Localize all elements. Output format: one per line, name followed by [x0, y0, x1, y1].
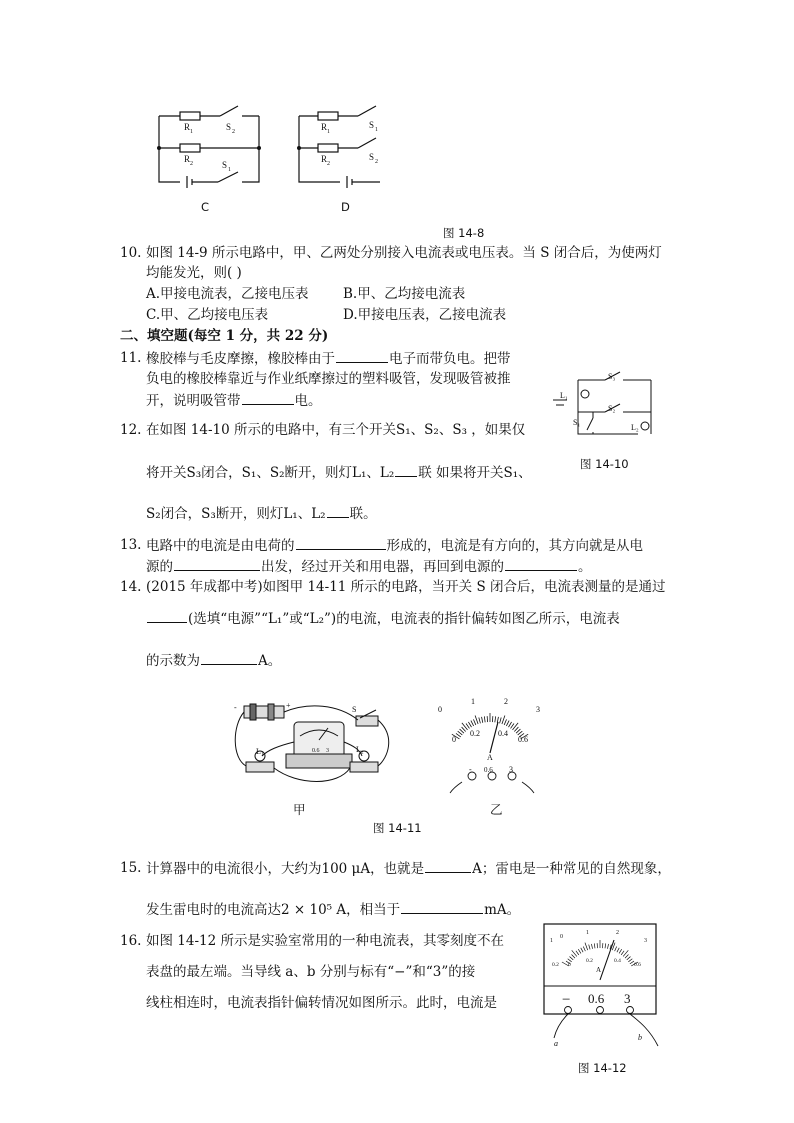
- fig11-terminal-06: 0.6: [484, 766, 493, 774]
- dial-tick: [509, 722, 512, 727]
- sub-r1-d: 1: [327, 129, 330, 135]
- dial-tick: [475, 716, 478, 724]
- sub-s1-d: 1: [375, 127, 378, 133]
- q13-blank-1[interactable]: [296, 535, 386, 550]
- dial-tick: [514, 727, 518, 731]
- caption-c: C: [201, 200, 210, 214]
- dial-tick: [458, 731, 463, 735]
- dial-tick: [479, 718, 481, 724]
- dial-tick: [484, 716, 485, 722]
- q14-line3: [146, 650, 281, 671]
- q14-line2: [146, 608, 620, 629]
- figure-14-12-ammeter: [538, 922, 668, 1052]
- fig11-scale-top-1: 1: [471, 698, 475, 706]
- fig11-label-jia: 甲: [293, 802, 306, 817]
- fig12-scale-bottom-04: 0.4: [614, 958, 621, 964]
- fig11-label-s: S: [352, 705, 357, 714]
- fig11-label-l1: L₁: [256, 747, 264, 756]
- fig12-scale-bottom-0: 0: [568, 962, 571, 968]
- q12-number: 12.: [120, 422, 142, 438]
- q12-line2: [146, 462, 532, 483]
- q14-line3-a: 的示数为: [146, 653, 200, 669]
- caption-d: D: [341, 200, 350, 214]
- q14-blank-2[interactable]: [201, 650, 257, 665]
- label-r1-d: R: [321, 122, 328, 132]
- fig12-neg-bottom: 0.2: [552, 962, 559, 968]
- sub-s2-d: 2: [375, 159, 378, 165]
- fig10-label-s3: S₃: [608, 372, 616, 381]
- q10-option-b: B.甲、乙均接电流表: [343, 286, 466, 302]
- fig11-scale-bottom-0: 0: [452, 735, 456, 744]
- q12-line3-b: 联。: [349, 506, 377, 522]
- q12-line2-b: 联 如果将开关S₁、: [418, 465, 532, 481]
- q16-number: 16.: [120, 933, 142, 949]
- fig10-label-s1: S₁: [573, 418, 581, 427]
- fig11-terminal-minus: -: [469, 765, 472, 774]
- fig12-scale-top-0: 0: [560, 934, 563, 940]
- fig11-jia-terminal-3: 3: [326, 748, 329, 754]
- sub-s1-c: 1: [228, 167, 231, 173]
- q11-blank-1[interactable]: [336, 348, 388, 363]
- fig11-needle: [490, 722, 498, 753]
- section-2-heading: 二、填空题(每空 1 分，共 22 分): [120, 328, 329, 344]
- label-r1-c: R: [184, 122, 191, 132]
- q15-blank-2[interactable]: [401, 899, 483, 914]
- label-r2-c: R: [184, 154, 191, 164]
- fig11-unit: A: [487, 753, 493, 762]
- q16-line1: 如图 14-12 所示是实验室常用的一种电流表，其零刻度不在: [146, 933, 504, 949]
- q10-option-d: D.甲接电压表，乙接电流表: [343, 307, 507, 323]
- q11-line3: [146, 390, 322, 411]
- label-r2-d: R: [321, 154, 328, 164]
- dial-tick: [506, 721, 509, 726]
- dial-tick: [500, 718, 502, 724]
- q10-number: 10.: [120, 245, 142, 261]
- caption-fig-14-10: 图 14-10: [580, 457, 629, 471]
- fig11-scale-bottom-04: 0.4: [498, 729, 508, 738]
- figure-14-11-yi-ammeter: [432, 698, 552, 794]
- q12-blank-1[interactable]: [395, 462, 417, 477]
- fig12-scale-bottom-02: 0.2: [586, 958, 593, 964]
- sub-r2-c: 2: [190, 161, 193, 167]
- caption-fig-14-11: 图 14-11: [373, 821, 422, 835]
- fig11-jia-terminal-06: 0.6: [312, 748, 320, 754]
- q15-line2: [146, 899, 520, 920]
- fig12-terminal-3: 3: [624, 991, 631, 1006]
- q11-line3-a: 开，说明吸管带: [146, 393, 241, 409]
- q16-line3: 线柱相连时，电流表指针偏转情况如图所示。此时，电流是: [146, 995, 497, 1011]
- q14-number: 14.: [120, 579, 142, 595]
- fig11-label-yi: 乙: [490, 802, 503, 817]
- fig12-scale-top-2: 2: [616, 930, 619, 936]
- fig12-scale-bottom-06: 0.6: [634, 962, 641, 968]
- figure-14-11-jia-circuit: [228, 696, 396, 798]
- q16-line2: 表盘的最左端。当导线 a、b 分别与标有“−”和“3”的接: [146, 964, 476, 980]
- fig12-wire-b: b: [638, 1033, 642, 1042]
- dial-tick: [504, 719, 506, 725]
- label-s1-d: S: [369, 120, 375, 130]
- q15-line2-a: 发生雷电时的电流高达2 × 10⁵ A，相当于: [146, 902, 401, 918]
- figure-14-10-circuit: [545, 368, 660, 446]
- fig11-label-l2: L₂: [356, 745, 364, 754]
- sub-r1-c: 1: [190, 129, 193, 135]
- q15-line1: [146, 858, 671, 879]
- q15-line1-b: A；雷电是一种常见的自然现象，: [472, 861, 671, 877]
- fig11-scale-top-3: 3: [536, 705, 540, 714]
- label-s2-c: S: [226, 122, 232, 132]
- q15-number: 15.: [120, 860, 142, 876]
- q15-blank-1[interactable]: [425, 858, 471, 873]
- dial-tick: [473, 719, 475, 725]
- q12-line3-a: S₂闭合，S₃断开，则灯L₁、L₂: [146, 506, 326, 522]
- q13-line1-b: 形成的，电流是有方向的，其方向就是从电: [386, 538, 643, 554]
- q14-line3-b: A。: [258, 653, 282, 669]
- q10-stem-line1: 如图 14-9 所示电路中，甲、乙两处分别接入电流表或电压表。当 S 闭合后，为使两灯: [146, 245, 662, 261]
- fig11-terminal-3: 3: [509, 765, 513, 774]
- fig12-scale-top-3: 3: [644, 938, 647, 944]
- q13-line2-b: 出发，经过开关和用电器，再回到电源的: [261, 559, 504, 575]
- q11-line1-b: 电子而带负电。把带: [389, 351, 511, 367]
- label-s2-d: S: [369, 152, 375, 162]
- q10-option-a: A.甲接电流表，乙接电压表: [146, 286, 309, 302]
- q11-line1-a: 橡胶棒与毛皮摩擦，橡胶棒由于: [146, 351, 335, 367]
- q13-line2: [146, 556, 592, 577]
- sub-s2-c: 2: [232, 129, 235, 135]
- q11-line2: 负电的橡胶棒靠近与作业纸摩擦过的塑料吸管，发现吸管被推: [146, 371, 511, 387]
- q10-stem-line2: 均能发光，则( ): [146, 265, 242, 281]
- q13-line1-a: 电路中的电流是由电荷的: [146, 538, 295, 554]
- sub-r2-d: 2: [327, 161, 330, 167]
- q14-line1: (2015 年成都中考)如图甲 14-11 所示的电路，当开关 S 闭合后，电流表测量的是通过: [146, 579, 666, 595]
- fig12-unit: A: [596, 966, 602, 974]
- fig11-battery-plus: +: [286, 701, 291, 710]
- dial-tick: [495, 716, 496, 722]
- q14-blank-1[interactable]: [147, 608, 187, 623]
- dial-tick: [460, 729, 464, 733]
- q11-number: 11.: [120, 350, 142, 366]
- fig11-scale-top-0: 0: [438, 705, 442, 714]
- q12-line1: 在如图 14-10 所示的电路中，有三个开关S₁、S₂、S₃ ，如果仅: [146, 422, 526, 438]
- q11-line3-b: 电。: [294, 393, 322, 409]
- q11-line1: [146, 348, 511, 369]
- fig12-terminal-06: 0.6: [588, 991, 605, 1006]
- fig10-label-l1: L₁: [560, 391, 568, 400]
- fig12-neg-top: 1: [550, 938, 553, 944]
- dial-tick: [468, 722, 471, 727]
- fig10-label-s2: S₂: [608, 404, 616, 413]
- q13-number: 13.: [120, 537, 142, 553]
- q13-line1: [146, 535, 643, 556]
- dial-tick: [466, 724, 469, 729]
- q12-blank-2[interactable]: [327, 503, 349, 518]
- dial-tick: [462, 727, 466, 731]
- fig12-wire-a: a: [554, 1039, 558, 1048]
- q13-line2-a: 源的: [146, 559, 173, 575]
- q12-line2-a: 将开关S₃闭合，S₁、S₂断开，则灯L₁、L₂: [146, 465, 395, 481]
- dial-tick: [482, 717, 483, 723]
- fig12-terminal-minus: −: [562, 992, 571, 1008]
- dial-tick: [471, 721, 474, 726]
- q12-line3: [146, 503, 377, 524]
- figure-14-8-circuits: [150, 100, 380, 192]
- q13-blank-2[interactable]: [174, 556, 260, 571]
- q14-line2-a: (选填“电源”“L₁”或“L₂”)的电流，电流表的指针偏转如图乙所示，电流表: [188, 611, 620, 627]
- q13-blank-3[interactable]: [505, 556, 577, 571]
- q15-line1-a: 计算器中的电流很小，大约为100 μA，也就是: [146, 861, 425, 877]
- q15-line2-b: mA。: [484, 902, 521, 918]
- caption-fig-14-12: 图 14-12: [578, 1061, 627, 1075]
- caption-fig-14-8: 图 14-8: [443, 226, 485, 240]
- q10-option-c: C.甲、乙均接电压表: [146, 307, 269, 323]
- fig11-battery-minus: -: [234, 703, 237, 712]
- fig11-scale-top-2: 2: [504, 698, 508, 706]
- q13-line2-c: 。: [578, 559, 592, 575]
- fig12-scale-top-1: 1: [586, 930, 589, 936]
- label-s1-c: S: [222, 160, 228, 170]
- dial-tick: [502, 716, 505, 724]
- q11-blank-2[interactable]: [242, 390, 294, 405]
- dial-tick: [456, 733, 461, 737]
- fig11-scale-bottom-06: 0.6: [518, 735, 528, 744]
- fig11-scale-bottom-02: 0.2: [470, 729, 480, 738]
- dial-tick: [511, 724, 514, 729]
- dial-tick: [516, 729, 520, 733]
- fig10-label-l2: L₂: [631, 423, 639, 432]
